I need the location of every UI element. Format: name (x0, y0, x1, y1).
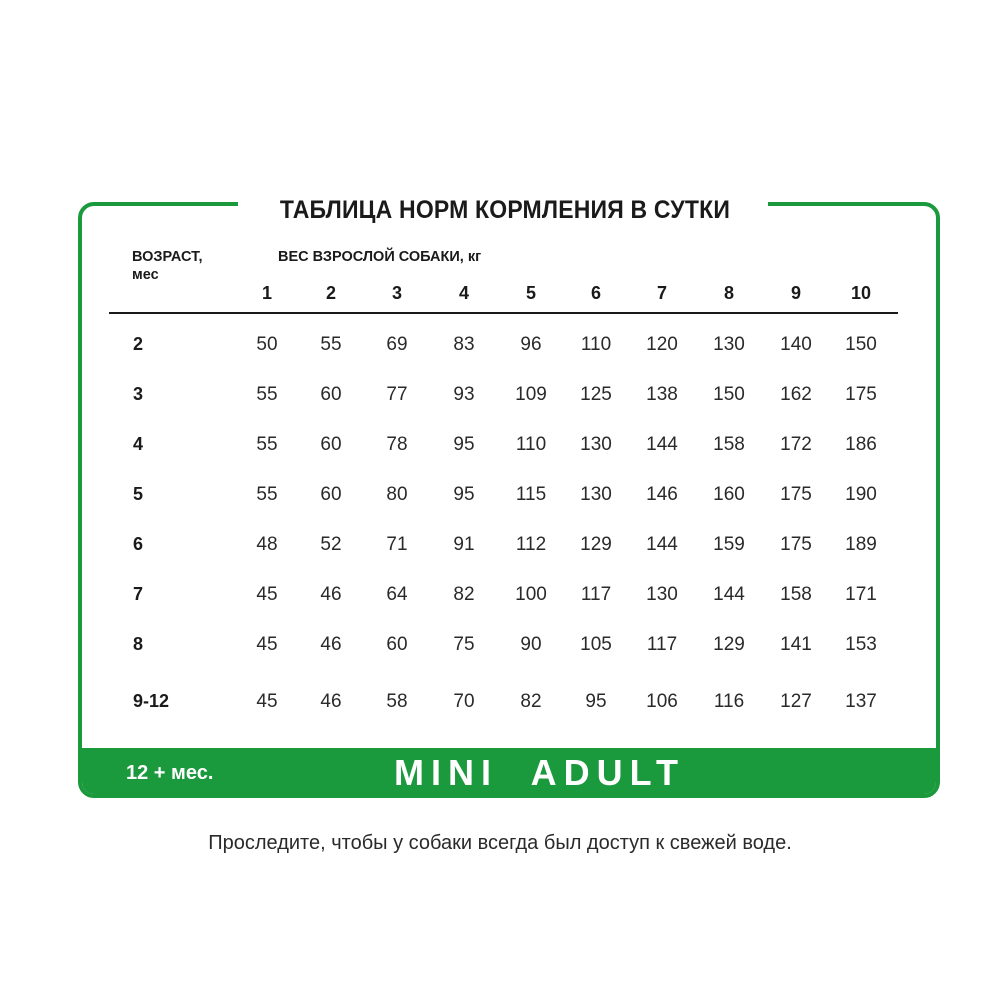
table-cell: 153 (845, 634, 877, 655)
table-cell: 158 (780, 584, 812, 605)
row-age-label: 9-12 (133, 691, 170, 711)
table-cell: 129 (713, 634, 745, 655)
header-rule (109, 312, 898, 314)
table-cell: 46 (320, 691, 342, 712)
table-cell: 129 (580, 534, 612, 555)
table-cell: 171 (845, 584, 877, 605)
table-cell: 130 (580, 434, 612, 455)
table-cell: 110 (580, 334, 612, 355)
row-age-label: 6 (133, 534, 144, 554)
table-cell: 100 (515, 584, 547, 605)
table-cell: 55 (256, 434, 278, 455)
table-cell: 75 (453, 634, 475, 655)
table-cell: 109 (515, 384, 547, 405)
table-cell: 175 (780, 534, 812, 555)
table-cell: 172 (780, 434, 812, 455)
table-cell: 45 (256, 584, 278, 605)
table-cell: 45 (256, 634, 278, 655)
table-cell: 150 (713, 384, 745, 405)
table-cell: 105 (580, 634, 612, 655)
table-cell: 159 (713, 534, 745, 555)
table-cell: 52 (320, 534, 342, 555)
table-cell: 127 (780, 691, 812, 712)
table-cell: 106 (646, 691, 678, 712)
table-cell: 46 (320, 584, 342, 605)
column-header: 3 (391, 283, 402, 303)
table-cell: 96 (520, 334, 542, 355)
table-cell: 55 (256, 384, 278, 405)
table-cell: 95 (453, 484, 475, 505)
table-title: ТАБЛИЦА НОРМ КОРМЛЕНИЯ В СУТКИ (279, 196, 731, 224)
row-age-label: 2 (133, 334, 144, 354)
column-header: 4 (458, 283, 469, 303)
table-cell: 138 (646, 384, 678, 405)
table-cell: 112 (515, 534, 547, 555)
table-cell: 91 (453, 534, 475, 555)
table-cell: 50 (256, 334, 278, 355)
table-cell: 93 (453, 384, 475, 405)
table-cell: 137 (845, 691, 877, 712)
table-cell: 60 (320, 484, 342, 505)
footnote: Проследите, чтобы у собаки всегда был доступ к свежей воде. (208, 832, 792, 854)
table-cell: 71 (386, 534, 408, 555)
table-cell: 117 (580, 584, 612, 605)
table-cell: 60 (386, 634, 408, 655)
table-cell: 158 (713, 434, 745, 455)
table-cell: 144 (646, 534, 678, 555)
table-cell: 150 (845, 334, 877, 355)
table-cell: 60 (320, 434, 342, 455)
table-cell: 58 (386, 691, 408, 712)
table-cell: 125 (580, 384, 612, 405)
column-header: 5 (525, 283, 536, 303)
age-header-line2: мес (132, 267, 159, 283)
table-cell: 175 (780, 484, 812, 505)
table-cell: 90 (520, 634, 542, 655)
table-cell: 186 (845, 434, 877, 455)
table-cell: 189 (845, 534, 877, 555)
band-age-label: 12 + мес. (126, 762, 214, 784)
table-cell: 144 (713, 584, 745, 605)
row-age-label: 5 (133, 484, 144, 504)
column-header: 8 (723, 283, 734, 303)
table-cell: 116 (713, 691, 745, 712)
table-cell: 83 (453, 334, 475, 355)
product-name: MINI ADULT (394, 752, 685, 793)
product-band (82, 748, 936, 798)
column-header: 1 (261, 283, 272, 303)
table-cell: 140 (780, 334, 812, 355)
table-cell: 77 (386, 384, 408, 405)
table-cell: 115 (515, 484, 547, 505)
weight-header: ВЕС ВЗРОСЛОЙ СОБАКИ, кг (278, 249, 482, 265)
table-cell: 110 (515, 434, 547, 455)
table-cell: 144 (646, 434, 678, 455)
table-cell: 64 (386, 584, 408, 605)
table-cell: 117 (646, 634, 678, 655)
table-cell: 80 (386, 484, 408, 505)
table-cell: 82 (453, 584, 475, 605)
table-cell: 160 (713, 484, 745, 505)
row-age-label: 3 (133, 384, 144, 404)
table-cell: 45 (256, 691, 278, 712)
column-header: 6 (590, 283, 601, 303)
column-header: 2 (325, 283, 336, 303)
column-header: 9 (790, 283, 801, 303)
age-header (132, 248, 203, 284)
row-age-label: 7 (133, 584, 144, 604)
column-header: 10 (850, 283, 872, 303)
age-header-line1: ВОЗРАСТ, (132, 249, 203, 265)
table-cell: 60 (320, 384, 342, 405)
table-cell: 120 (646, 334, 678, 355)
row-age-label: 4 (133, 434, 144, 454)
table-cell: 130 (580, 484, 612, 505)
table-cell: 95 (453, 434, 475, 455)
table-cell: 141 (780, 634, 812, 655)
row-age-label: 8 (133, 634, 144, 654)
table-cell: 55 (256, 484, 278, 505)
table-cell: 146 (646, 484, 678, 505)
table-cell: 46 (320, 634, 342, 655)
table-cell: 95 (585, 691, 607, 712)
table-cell: 190 (845, 484, 877, 505)
table-cell: 130 (646, 584, 678, 605)
table-cell: 55 (320, 334, 342, 355)
table-cell: 82 (520, 691, 542, 712)
table-cell: 130 (713, 334, 745, 355)
table-cell: 162 (780, 384, 812, 405)
table-cell: 70 (453, 691, 475, 712)
table-cell: 48 (256, 534, 278, 555)
table-cell: 78 (386, 434, 408, 455)
column-header: 7 (656, 283, 667, 303)
table-cell: 69 (386, 334, 408, 355)
table-cell: 175 (845, 384, 877, 405)
